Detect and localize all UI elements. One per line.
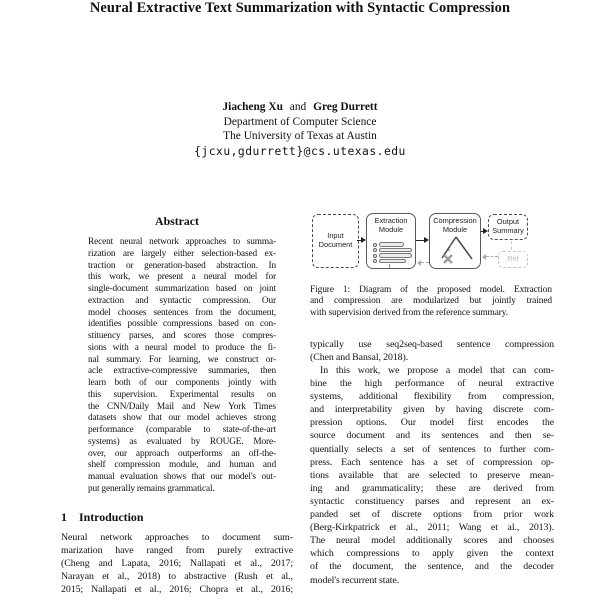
author-line (0, 101, 600, 113)
right-column-paragraph-2: In this work, we propose a model that can com- bine the high performance of neural extractive systems, additional flexibility from compression, and interpretability given by having discrete com- pression options. Our model first encodes the source document and its sentences and then se- quentially selects a set of sentences to further com- press. Each sentence has a set of compression op- tions available that are selected to preserve mean- ing and grammaticality; these are derived from syntactic constituency parses and represent an ex- panded set of discrete options from prior work (Berg-Kirkpatrick et al., 2011; Wang et al., 2013). The neural model additionally scores and chooses which compressions to apply given the context of the document, the sentence, and the decoder model's recurrent state. (310, 365, 554, 586)
author-1: Jiacheng Xu (222, 101, 283, 113)
section-heading-introduction (61, 510, 293, 525)
compression-module-node (429, 213, 481, 269)
input-document-node (312, 214, 359, 268)
dashed-arrowhead-icon (417, 260, 421, 266)
author-2: Greg Durrett (313, 101, 378, 113)
introduction-paragraph: Neural network approaches to document sum- marization have ranged from purely extractive (Cheng and Lapata, 2016; Nallapati et al., 2017; Narayan et al., 2018) to abstractive (Rush et al., 2015; Nallapati et al., 2016; Chopra et al., 2016; (61, 532, 293, 595)
dashed-link-output-to-ref (511, 241, 512, 250)
arrowhead-icon (483, 228, 488, 234)
dashed-arrow-compression-to-extraction (421, 262, 429, 263)
figure-caption: Figure 1: Diagram of the proposed model. Extraction and compression are modularized but jointly trained with supervision derived from the reference summary. (310, 285, 552, 318)
abstract-body: Recent neural network approaches to summa- rization are largely either selection-based ex- traction or generation-based abstraction. In this work, we present a neural model for single-document summarization based on joint extraction and syntactic compression. Our model chooses sentences from the document, identifies possible compressions based on con- stituency parses, and scores those compres- sions with a neural model to produce the fi- nal summary. For learning, we construct or- acle extractive-compressive summaries, then learn both of our components jointly with this supervision. Experimental results on the CNN/Daily Mail and New York Times datasets show that our model achieves strong performance (comparable to state-of-the-art systems) as evaluated by ROUGE. More- over, our approach outperforms an off-the- shelf compression module, and human and manual evaluation shows that our model's out- put generally remains grammatical. (88, 237, 276, 494)
section-title: Introduction (78, 510, 144, 524)
reference-summary-node (498, 251, 528, 268)
sentence-list-icon (367, 214, 415, 268)
figure-1-diagram (306, 206, 554, 284)
ellipsis-tick-icon (389, 264, 390, 268)
dashed-arrowhead-icon (482, 254, 486, 260)
parse-tree-prune-icon (430, 214, 480, 267)
right-column-paragraph-1: typically use seq2seq-based sentence compression (Chen and Bansal, 2018). (310, 339, 554, 364)
input-document-label: Input Document (318, 231, 353, 249)
affiliation-university: The University of Texas at Austin (223, 130, 377, 142)
paper-title: Neural Extractive Text Summarization with Syntactic Compression (89, 0, 511, 16)
output-summary-node (488, 214, 528, 240)
compression-module-label: Compression Module (433, 216, 477, 234)
abstract-heading: Abstract (155, 214, 199, 228)
dashed-arrow-ref-to-compression (486, 256, 498, 257)
extraction-module-label: Extraction Module (374, 216, 408, 234)
extraction-module-node (366, 213, 416, 269)
reference-summary-label: Ref (507, 254, 519, 264)
affiliation-department: Department of Computer Science (223, 116, 377, 128)
author-conjunction: and (289, 101, 307, 113)
output-summary-label: Output Summary (492, 217, 524, 235)
arrowhead-icon (424, 237, 429, 243)
section-number: 1 (61, 510, 67, 524)
arrowhead-icon (361, 237, 366, 243)
author-email: {jcxu,gdurrett}@cs.utexas.edu (194, 145, 406, 158)
